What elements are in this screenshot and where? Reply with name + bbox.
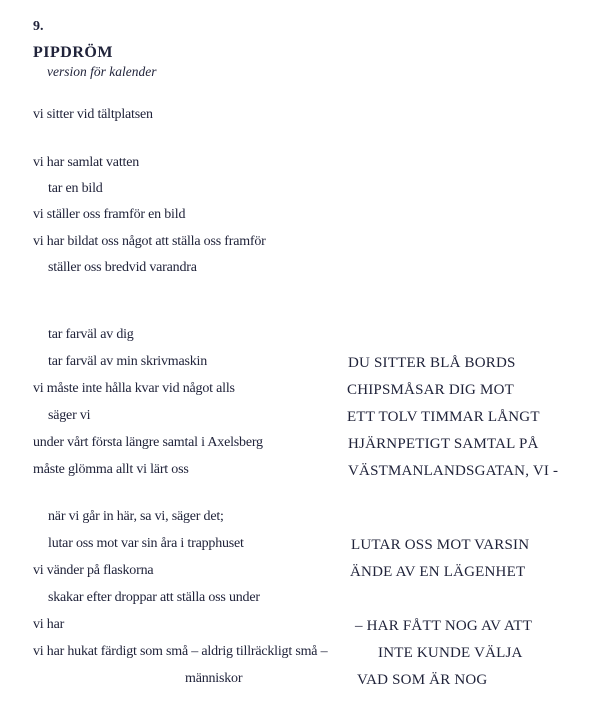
poem-line-right: HJÄRNPETIGT SAMTAL PÅ xyxy=(348,436,539,452)
poem-line-left: vi har hukat färdigt som små – aldrig tillräckligt små – xyxy=(33,644,328,659)
poem-line-right: VAD SOM ÄR NOG xyxy=(357,672,488,688)
poem-line-left: tar en bild xyxy=(48,181,103,196)
poem-line-left: vi har bildat oss något att ställa oss framför xyxy=(33,234,266,249)
poem-line-left: människor xyxy=(185,671,243,686)
poem-line-right: CHIPSMÅSAR DIG MOT xyxy=(347,382,514,398)
poem-line-right: VÄSTMANLANDSGATAN, VI - xyxy=(348,463,559,479)
poem-line-left: måste glömma allt vi lärt oss xyxy=(33,462,189,477)
poem-line-left: säger vi xyxy=(48,408,91,423)
poem-line-left: vi ställer oss framför en bild xyxy=(33,207,186,222)
poem-line-left: vi sitter vid tältplatsen xyxy=(33,107,153,122)
poem-line-left: lutar oss mot var sin åra i trapphuset xyxy=(48,536,244,551)
poem-line-left: när vi går in här, sa vi, säger det; xyxy=(48,509,224,524)
poem-line-right: LUTAR OSS MOT VARSIN xyxy=(351,537,530,553)
poem-number: 9. xyxy=(33,19,44,34)
poem-line-left: ställer oss bredvid varandra xyxy=(48,260,197,275)
poem-line-left: vi vänder på flaskorna xyxy=(33,563,154,578)
poem-title: PIPDRÖM xyxy=(33,44,113,61)
poem-line-left: skakar efter droppar att ställa oss under xyxy=(48,590,260,605)
poem-line-left: tar farväl av min skrivmaskin xyxy=(48,354,208,369)
poem-line-left: under vårt första längre samtal i Axelsberg xyxy=(33,435,263,450)
poem-line-left: vi har xyxy=(33,617,65,632)
poem-line-left: vi måste inte hålla kvar vid något alls xyxy=(33,381,235,396)
poem-line-right: DU SITTER BLÅ BORDS xyxy=(348,355,516,371)
poem-line-right: – HAR FÅTT NOG AV ATT xyxy=(355,618,533,634)
poem-line-right: ETT TOLV TIMMAR LÅNGT xyxy=(347,409,540,425)
poem-line-right: INTE KUNDE VÄLJA xyxy=(378,645,523,661)
poem-subtitle: version för kalender xyxy=(47,64,157,79)
poem-line-left: vi har samlat vatten xyxy=(33,155,140,170)
poem-line-right: ÄNDE AV EN LÄGENHET xyxy=(350,564,526,580)
poem-line-left: tar farväl av dig xyxy=(48,327,134,342)
